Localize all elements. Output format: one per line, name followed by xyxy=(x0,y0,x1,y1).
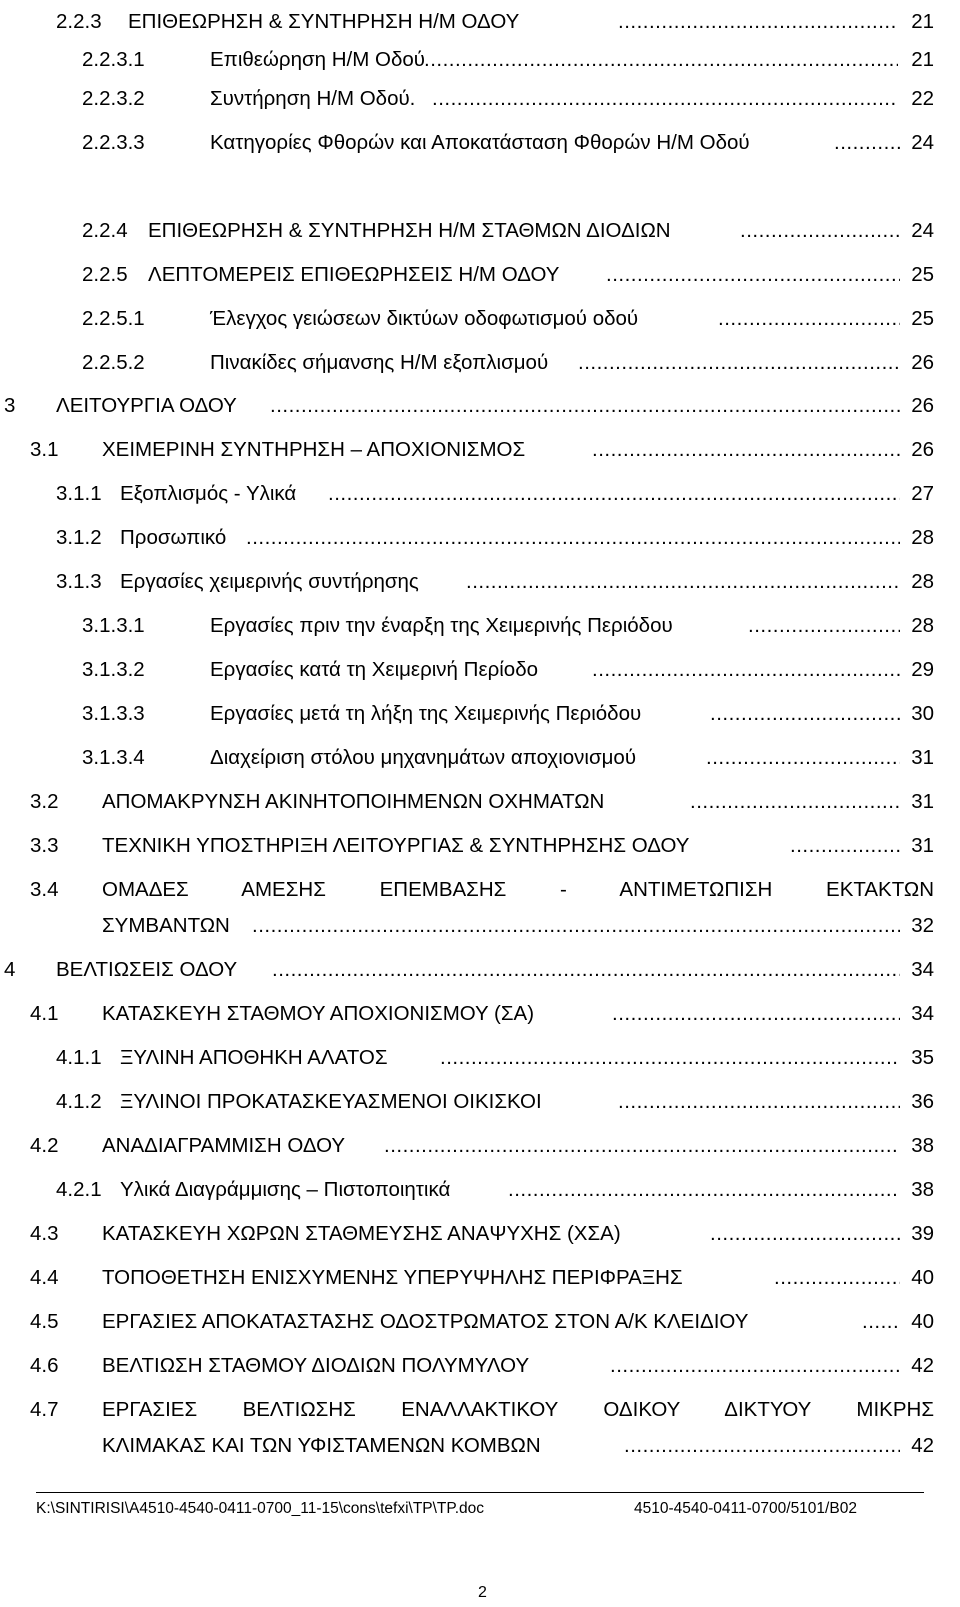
toc-entry[interactable] xyxy=(0,992,960,1036)
toc-page: 38 xyxy=(911,1178,934,1201)
toc-leader xyxy=(424,38,898,82)
toc-leader xyxy=(862,1300,900,1344)
toc-number: 4.1 xyxy=(30,1002,59,1025)
toc-page: 36 xyxy=(911,1090,934,1113)
toc-number: 2.2.5.2 xyxy=(82,351,145,374)
toc-page: 31 xyxy=(911,834,934,857)
toc-leader xyxy=(834,121,900,165)
toc-title-continued: ΚΛΙΜΑΚΑΣ ΚΑΙ ΤΩΝ ΥΦΙΣΤΑΜΕΝΩΝ ΚΟΜΒΩΝ xyxy=(102,1434,541,1457)
toc-number: 2.2.5 xyxy=(82,263,128,286)
toc-entry[interactable] xyxy=(0,1080,960,1124)
toc-leader xyxy=(384,1124,900,1168)
toc-page: 28 xyxy=(911,570,934,593)
toc-title: ΧΕΙΜΕΡΙΝΗ ΣΥΝΤΗΡΗΣΗ – ΑΠΟΧΙΟΝΙΣΜΟΣ xyxy=(102,438,526,461)
toc-title: ΞΥΛΙΝΟΙ ΠΡΟΚΑΤΑΣΚΕΥΑΣΜΕΝΟΙ ΟΙΚΙΣΚΟΙ xyxy=(120,1090,542,1113)
toc-leader xyxy=(592,648,900,692)
toc-number: 3.1.3 xyxy=(56,570,102,593)
toc-entry[interactable] xyxy=(0,780,960,824)
toc-leader xyxy=(710,692,900,736)
toc-leader xyxy=(246,516,900,560)
toc-leader xyxy=(612,992,900,1036)
toc-leader xyxy=(328,472,900,516)
toc-title-continued: ΣΥΜΒΑΝΤΩΝ xyxy=(102,914,230,937)
toc-leader xyxy=(578,341,900,385)
toc-leader xyxy=(740,209,900,253)
toc-entry[interactable] xyxy=(0,948,960,992)
toc-title: ΛΕΠΤΟΜΕΡΕΙΣ ΕΠΙΘΕΩΡΗΣΕΙΣ Η/Μ ΟΔΟΥ xyxy=(148,263,560,286)
toc-entry[interactable] xyxy=(0,1300,960,1344)
toc-entry[interactable] xyxy=(0,516,960,560)
toc-page: 27 xyxy=(911,482,934,505)
toc-title: Συντήρηση Η/Μ Οδού. xyxy=(210,87,416,110)
toc-title: Έλεγχος γειώσεων δικτύων οδοφωτισμού οδού xyxy=(210,307,639,330)
toc-number: 4.5 xyxy=(30,1310,59,1333)
toc-leader xyxy=(252,904,900,948)
toc-page: 31 xyxy=(911,746,934,769)
toc-entry[interactable] xyxy=(0,297,960,341)
toc-title: ΤΕΧΝΙΚΗ ΥΠΟΣΤΗΡΙΞΗ ΛΕΙΤΟΥΡΓΙΑΣ & ΣΥΝΤΗΡΗΣΗΣ ΟΔΟΥ xyxy=(102,834,690,857)
toc-entry[interactable] xyxy=(0,428,960,472)
toc-title: Διαχείριση στόλου μηχανημάτων αποχιονισμού xyxy=(210,746,637,769)
toc-number: 2.2.3 xyxy=(56,10,102,33)
toc-number: 4.1.1 xyxy=(56,1046,102,1069)
toc-page: 28 xyxy=(911,526,934,549)
toc-page: 24 xyxy=(911,131,934,154)
footer-document-code: 4510-4540-0411-0700/5101/B02 xyxy=(634,1500,857,1517)
toc-title: ΛΕΙΤΟΥΡΓΙΑ ΟΔΟΥ xyxy=(56,394,237,417)
toc-leader xyxy=(790,824,900,868)
toc-page: 28 xyxy=(911,614,934,637)
toc-entry[interactable] xyxy=(0,736,960,780)
toc-number: 3.1 xyxy=(30,438,59,461)
toc-entry[interactable] xyxy=(0,1036,960,1080)
toc-entry[interactable] xyxy=(0,38,960,82)
toc-title: ΕΡΓΑΣΙΕΣ ΑΠΟΚΑΤΑΣΤΑΣΗΣ ΟΔΟΣΤΡΩΜΑΤΟΣ ΣΤΟΝ Α/Κ ΚΛΕΙΔΙΟΥ xyxy=(102,1310,749,1333)
toc-entry[interactable] xyxy=(0,472,960,516)
toc-number: 3.1.2 xyxy=(56,526,102,549)
toc-title: ΟΜΑΔΕΣ ΑΜΕΣΗΣ ΕΠΕΜΒΑΣΗΣ - ΑΝΤΙΜΕΤΩΠΙΣΗ ΕΚΤΑΚΤΩΝ xyxy=(102,878,934,901)
toc-number: 4 xyxy=(4,958,16,981)
toc-page: 24 xyxy=(911,219,934,242)
toc-entry[interactable] xyxy=(0,253,960,297)
toc-leader xyxy=(718,297,900,341)
toc-entry[interactable] xyxy=(0,648,960,692)
toc-leader xyxy=(270,384,900,428)
toc-number: 3.4 xyxy=(30,878,59,901)
toc-number: 4.4 xyxy=(30,1266,59,1289)
toc-page: 26 xyxy=(911,394,934,417)
toc-number: 2.2.4 xyxy=(82,219,128,242)
toc-entry[interactable] xyxy=(0,1168,960,1212)
toc-page: 25 xyxy=(911,307,934,330)
toc-number: 3.1.3.1 xyxy=(82,614,145,637)
toc-entry[interactable] xyxy=(0,604,960,648)
toc-title: ΤΟΠΟΘΕΤΗΣΗ ΕΝΙΣΧΥΜΕΝΗΣ ΥΠΕΡΥΨΗΛΗΣ ΠΕΡΙΦΡΑΞΗΣ xyxy=(102,1266,683,1289)
toc-leader xyxy=(618,1080,900,1124)
toc-page: 22 xyxy=(911,87,934,110)
toc-title: ΑΠΟΜΑΚΡΥΝΣΗ ΑΚΙΝΗΤΟΠΟΙΗΜΕΝΩΝ ΟΧΗΜΑΤΩΝ xyxy=(102,790,605,813)
toc-number: 4.1.2 xyxy=(56,1090,102,1113)
toc-page: 34 xyxy=(911,958,934,981)
toc-leader xyxy=(710,1212,900,1256)
toc-title: ΚΑΤΑΣΚΕΥΗ ΣΤΑΘΜΟΥ ΑΠΟΧΙΟΝΙΣΜΟΥ (ΣΑ) xyxy=(102,1002,535,1025)
toc-number: 3.1.3.4 xyxy=(82,746,145,769)
toc-title: Εργασίες κατά τη Χειμερινή Περίοδο xyxy=(210,658,539,681)
toc-entry[interactable] xyxy=(0,121,960,165)
toc-page: 35 xyxy=(911,1046,934,1069)
toc-title: Πινακίδες σήμανσης Η/Μ εξοπλισμού xyxy=(210,351,549,374)
toc-page: 40 xyxy=(911,1310,934,1333)
toc-leader xyxy=(774,1256,900,1300)
toc-leader xyxy=(432,77,898,121)
toc-number: 3.2 xyxy=(30,790,59,813)
toc-number: 4.6 xyxy=(30,1354,59,1377)
page-number: 2 xyxy=(478,1584,487,1601)
toc-page: 39 xyxy=(911,1222,934,1245)
toc-page: 42 xyxy=(911,1434,934,1457)
toc-title: Εργασίες χειμερινής συντήρησης xyxy=(120,570,419,593)
footer-divider xyxy=(36,1492,924,1493)
toc-entry[interactable] xyxy=(0,1124,960,1168)
toc-leader xyxy=(748,604,900,648)
toc-entry[interactable] xyxy=(0,77,960,121)
toc-number: 4.2 xyxy=(30,1134,59,1157)
toc-leader xyxy=(508,1168,900,1212)
toc-leader xyxy=(624,1424,900,1468)
toc-number: 3.3 xyxy=(30,834,59,857)
toc-title: Επιθεώρηση Η/Μ Οδού xyxy=(210,48,425,71)
toc-entry[interactable] xyxy=(0,560,960,604)
toc-title: Κατηγορίες Φθορών και Αποκατάσταση Φθορών Η/Μ Οδού xyxy=(210,131,750,154)
toc-title: ΕΠΙΘΕΩΡΗΣΗ & ΣΥΝΤΗΡΗΣΗ Η/Μ ΣΤΑΘΜΩΝ ΔΙΟΔΙΩΝ xyxy=(148,219,671,242)
footer-file-path: K:\SINTIRISI\A4510-4540-0411-0700_11-15\cons\tefxi\TP\TP.doc xyxy=(36,1500,485,1517)
toc-leader xyxy=(272,948,900,992)
toc-number: 2.2.3.2 xyxy=(82,87,145,110)
toc-leader xyxy=(706,736,900,780)
toc-title: ΒΕΛΤΙΩΣΗ ΣΤΑΘΜΟΥ ΔΙΟΔΙΩΝ ΠΟΛΥΜΥΛΟΥ xyxy=(102,1354,530,1377)
toc-leader xyxy=(610,1344,900,1388)
toc-number: 3.1.3.3 xyxy=(82,702,145,725)
toc-entry-continuation[interactable] xyxy=(0,904,960,948)
toc-entry[interactable] xyxy=(0,341,960,385)
toc-title: ΑΝΑΔΙΑΓΡΑΜΜΙΣΗ ΟΔΟΥ xyxy=(102,1134,346,1157)
toc-entry[interactable] xyxy=(0,384,960,428)
toc-page: 32 xyxy=(911,914,934,937)
toc-number: 4.7 xyxy=(30,1398,59,1421)
toc-page: 40 xyxy=(911,1266,934,1289)
toc-title: Εργασίες πριν την έναρξη της Χειμερινής Περιόδου xyxy=(210,614,673,637)
toc-leader xyxy=(592,428,900,472)
toc-entry[interactable] xyxy=(0,1212,960,1256)
toc-page: 31 xyxy=(911,790,934,813)
toc-number: 3.1.3.2 xyxy=(82,658,145,681)
toc-number: 2.2.5.1 xyxy=(82,307,145,330)
toc-page: 21 xyxy=(911,48,934,71)
toc-entry[interactable] xyxy=(0,209,960,253)
toc-number: 2.2.3.3 xyxy=(82,131,145,154)
toc-page: 30 xyxy=(911,702,934,725)
toc-number: 3.1.1 xyxy=(56,482,102,505)
toc-entry[interactable] xyxy=(0,1344,960,1388)
toc-number: 2.2.3.1 xyxy=(82,48,145,71)
toc-title: ΕΡΓΑΣΙΕΣ ΒΕΛΤΙΩΣΗΣ ΕΝΑΛΛΑΚΤΙΚΟΥ ΟΔΙΚΟΥ ΔΙΚΤΥΟΥ ΜΙΚΡΗΣ xyxy=(102,1398,934,1421)
toc-number: 3 xyxy=(4,394,16,417)
toc-entry[interactable] xyxy=(0,824,960,868)
toc-title: ΕΠΙΘΕΩΡΗΣΗ & ΣΥΝΤΗΡΗΣΗ Η/Μ ΟΔΟΥ xyxy=(128,10,520,33)
toc-leader xyxy=(440,1036,900,1080)
toc-leader xyxy=(606,253,900,297)
toc-title: ΚΑΤΑΣΚΕΥΗ ΧΩΡΩΝ ΣΤΑΘΜΕΥΣΗΣ ΑΝΑΨΥΧΗΣ (ΧΣΑ) xyxy=(102,1222,621,1245)
toc-page: 29 xyxy=(911,658,934,681)
toc-title: Υλικά Διαγράμμισης – Πιστοποιητικά xyxy=(120,1178,451,1201)
toc-number: 4.2.1 xyxy=(56,1178,102,1201)
toc-page: 38 xyxy=(911,1134,934,1157)
toc-leader xyxy=(466,560,900,604)
toc-entry[interactable] xyxy=(0,692,960,736)
toc-page: 21 xyxy=(911,10,934,33)
toc-title: Εργασίες μετά τη λήξη της Χειμερινής Περιόδου xyxy=(210,702,642,725)
toc-title: ΞΥΛΙΝΗ ΑΠΟΘΗΚΗ ΑΛΑΤΟΣ xyxy=(120,1046,388,1069)
toc-page: 25 xyxy=(911,263,934,286)
toc-page: 26 xyxy=(911,351,934,374)
toc-title: Εξοπλισμός - Υλικά xyxy=(120,482,297,505)
toc-entry[interactable] xyxy=(0,1256,960,1300)
toc-page: 42 xyxy=(911,1354,934,1377)
toc-page: 34 xyxy=(911,1002,934,1025)
toc-title: Προσωπικό xyxy=(120,526,227,549)
toc-entry-continuation[interactable] xyxy=(0,1424,960,1468)
toc-title: ΒΕΛΤΙΩΣΕΙΣ ΟΔΟΥ xyxy=(56,958,238,981)
toc-page: 26 xyxy=(911,438,934,461)
toc-number: 4.3 xyxy=(30,1222,59,1245)
toc-leader xyxy=(690,780,900,824)
